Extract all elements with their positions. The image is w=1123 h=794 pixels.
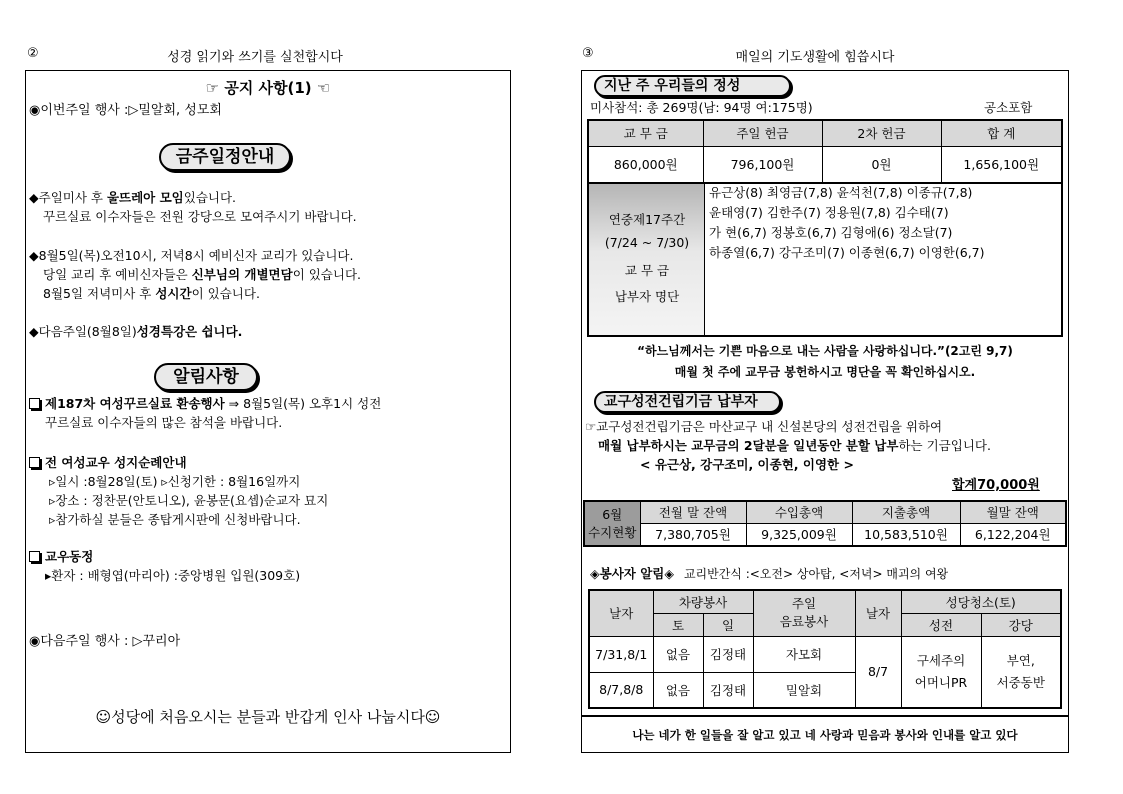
offering-value: 1,656,100원	[941, 146, 1062, 183]
schedule-heading: 금주일정안내	[159, 143, 291, 171]
schedule-text: 이 있습니다.	[191, 286, 260, 301]
notice-item-title: 교우동정	[45, 549, 94, 564]
offering-value: 796,100원	[703, 146, 822, 183]
donor-label: 납부자 명단	[614, 289, 680, 304]
next-week-event: ◉다음주일 행사 : ▷꾸리아	[29, 634, 181, 649]
finance-header: 수입총액	[746, 501, 852, 523]
schedule-item-1-detail: 꾸르실료 이수자들은 전원 강당으로 모여주시기 바랍니다.	[43, 209, 357, 224]
donor-label: 교 무 금	[624, 263, 670, 278]
donor-box	[587, 182, 1063, 337]
notice-item-2-place: ▹장소 : 정찬문(안토니오), 윤봉문(요셉)순교자 묘지	[49, 493, 329, 508]
schedule-text: 당일 교리 후 예비신자들은	[43, 267, 192, 282]
schedule-text: ◆주일미사 후	[29, 190, 107, 205]
checkbox-square-icon	[29, 398, 40, 409]
schedule-item-2: ◆8월5일(목)오전10시, 저녁8시 예비신자 교리가 있습니다.	[29, 248, 354, 263]
volunteer-heading: ◈봉사자 알림◈	[590, 566, 674, 581]
building-fund-desc-2	[598, 436, 991, 454]
vol-sat: 없음	[653, 672, 703, 708]
left-panel	[25, 70, 511, 753]
offering-reminder: 매월 첫 주에 교무금 봉헌하시고 명단을 꼭 확인하십시오.	[674, 365, 976, 379]
this-week-event: ◉이번주일 행사 :▷밀알회, 성모회	[29, 103, 222, 118]
donor-names-row: 하종열(6,7) 강구조미(7) 이종현(6,7) 이영한(6,7)	[709, 245, 985, 260]
vol-clean-church: 어머니PR	[914, 674, 968, 690]
left-header: 성경 읽기와 쓰기를 실천합시다	[167, 50, 343, 65]
schedule-highlight: 성시간	[155, 286, 192, 301]
vol-date2-header: 날자	[855, 590, 901, 636]
greeting: ☺성당에 처음오시는 분들과 반갑게 인사 나눕시다☺	[95, 708, 441, 726]
vol-drink-header-cell	[753, 590, 855, 636]
schedule-item-3	[29, 322, 242, 340]
schedule-text: ◆다음주일(8월8일)	[29, 324, 137, 339]
finance-label-cell	[584, 501, 640, 546]
vol-date-header: 날자	[589, 590, 653, 636]
finance-value: 10,583,510원	[852, 523, 960, 546]
vol-sun: 김정태	[703, 672, 753, 708]
schedule-item-1	[29, 188, 236, 206]
table-row	[589, 636, 1061, 672]
volunteer-notice	[590, 564, 948, 582]
schedule-text: 이 있습니다.	[292, 267, 362, 282]
notice-item-title: 제187차 여성꾸르실료 환송행사	[45, 396, 225, 411]
vol-sun-header: 일	[703, 613, 753, 636]
right-page-number: ③	[582, 46, 594, 61]
vol-clean-church-cell	[901, 636, 981, 708]
building-fund-heading: 교구성전건립기금 납부자	[594, 391, 781, 413]
finance-value: 6,122,204원	[960, 523, 1066, 546]
notice-item-3-detail: ▸환자 : 배형엽(마리아) :중앙병원 입원(309호)	[45, 568, 301, 583]
vol-sat-header: 토	[653, 613, 703, 636]
vol-drink-header: 음료봉사	[779, 614, 829, 630]
finance-header: 지출총액	[852, 501, 960, 523]
vol-date: 7/31,8/1	[589, 636, 653, 672]
attendance-note: 공소포함	[984, 100, 1033, 115]
donor-label-cell	[589, 184, 705, 335]
offering-header: 2차 헌금	[822, 120, 941, 146]
building-fund-highlight: 매월 납부하시는 교무금의 2달분을 일년동안 분할 납부	[598, 438, 899, 453]
vol-vehicle-header: 차량봉사	[653, 590, 753, 613]
offering-header: 교 무 금	[588, 120, 703, 146]
vol-clean-date: 8/7	[855, 636, 901, 708]
building-fund-desc: ☞교구성전건립기금은 마산교구 내 신설본당의 성전건립을 위하여	[585, 419, 943, 434]
notice-item-2-signup: ▹참가하실 분들은 종탑게시판에 신청바랍니다.	[49, 512, 301, 527]
vol-hall-header: 강당	[981, 613, 1061, 636]
notice-item-text: ⇒ 8월5일(목) 오후1시 성전	[224, 396, 382, 411]
checkbox-square-icon	[29, 457, 40, 468]
building-fund-names: < 유근상, 강구조미, 이종현, 이영한 >	[640, 457, 854, 472]
vol-clean-church: 구세주의	[916, 652, 966, 668]
schedule-item-2-detail	[43, 265, 361, 283]
donor-names-row: 윤태영(7) 김한주(7) 정용원(7,8) 김수태(7)	[709, 205, 949, 220]
vol-church-header: 성전	[901, 613, 981, 636]
offering-value: 0원	[822, 146, 941, 183]
notice-item-2	[29, 453, 187, 471]
finance-value: 9,325,009원	[746, 523, 852, 546]
notice-item-1	[29, 394, 381, 412]
finance-table	[583, 500, 1067, 547]
building-fund-total: 합계70,000원	[952, 478, 1040, 493]
offering-header: 합 계	[941, 120, 1062, 146]
vol-drink: 밀알회	[753, 672, 855, 708]
volunteer-table	[588, 589, 1062, 709]
finance-value: 7,380,705원	[640, 523, 746, 546]
offering-table	[587, 119, 1063, 184]
finance-label: 수지현황	[588, 524, 637, 540]
vol-clean-header: 성당청소(토)	[901, 590, 1061, 613]
volunteer-note: 교리반간식 :<오전> 상아탑, <저녁> 매괴의 여왕	[683, 567, 949, 581]
donor-label: (7/24 ~ 7/30)	[604, 235, 690, 250]
scripture-quote: “하느님께서는 기쁜 마음으로 내는 사람을 사랑하십니다.”(2고린 9,7)	[637, 344, 1013, 358]
schedule-highlight: 울뜨레아 모임	[106, 190, 184, 205]
vol-clean-hall: 서중동반	[996, 674, 1045, 690]
schedule-text: 있습니다.	[183, 190, 237, 205]
right-header: 매일의 기도생활에 힘씁시다	[735, 50, 895, 65]
finance-header: 월말 잔액	[960, 501, 1066, 523]
vol-date: 8/7,8/8	[589, 672, 653, 708]
vol-sun: 김정태	[703, 636, 753, 672]
offering-heading: 지난 주 우리들의 정성	[594, 75, 791, 97]
vol-drink-header: 주일	[791, 596, 817, 612]
finance-header: 전월 말 잔액	[640, 501, 746, 523]
vol-drink: 자모회	[753, 636, 855, 672]
donor-names-row: 가 현(6,7) 정봉호(6,7) 김형애(6) 정소달(7)	[709, 225, 953, 240]
finance-label: 6월	[602, 506, 623, 522]
vol-clean-hall: 부연,	[1006, 652, 1035, 668]
schedule-item-2-detail-2	[43, 284, 260, 302]
left-page-number: ②	[27, 46, 39, 61]
attendance: 미사참석: 총 269명(남: 94명 여:175명)	[590, 100, 813, 115]
schedule-highlight: 성경특강은 쉽니다.	[136, 324, 243, 339]
offering-value: 860,000원	[588, 146, 703, 183]
notice-heading: 알림사항	[154, 363, 258, 391]
notice-item-2-date: ▹일시 :8월28일(토) ▹신청기한 : 8월16일까지	[49, 474, 301, 489]
checkbox-square-icon	[29, 551, 40, 562]
donor-label: 연중제17주간	[608, 212, 686, 227]
notice-item-title: 전 여성교우 성지순례안내	[45, 455, 187, 470]
schedule-text: 8월5일 저녁미사 후	[43, 286, 156, 301]
footer-verse: 나는 네가 한 일들을 잘 알고 있고 네 사랑과 믿음과 봉사와 인내를 알고 있다	[632, 728, 1018, 742]
notice-item-1-detail: 꾸르실료 이수자들의 많은 참석을 바랍니다.	[45, 415, 283, 430]
notice-title: ☞ 공지 사항(1) ☜	[205, 79, 331, 97]
footer-verse-box	[582, 715, 1068, 753]
donor-names-row: 유근상(8) 최영금(7,8) 윤석천(7,8) 이종규(7,8)	[709, 185, 973, 200]
vol-clean-hall-cell	[981, 636, 1061, 708]
schedule-highlight: 신부님의 개별면담	[191, 267, 293, 282]
offering-header: 주일 헌금	[703, 120, 822, 146]
building-fund-text: 하는 기금입니다.	[898, 438, 991, 453]
notice-item-3	[29, 547, 93, 565]
vol-sat: 없음	[653, 636, 703, 672]
right-panel	[581, 70, 1069, 753]
